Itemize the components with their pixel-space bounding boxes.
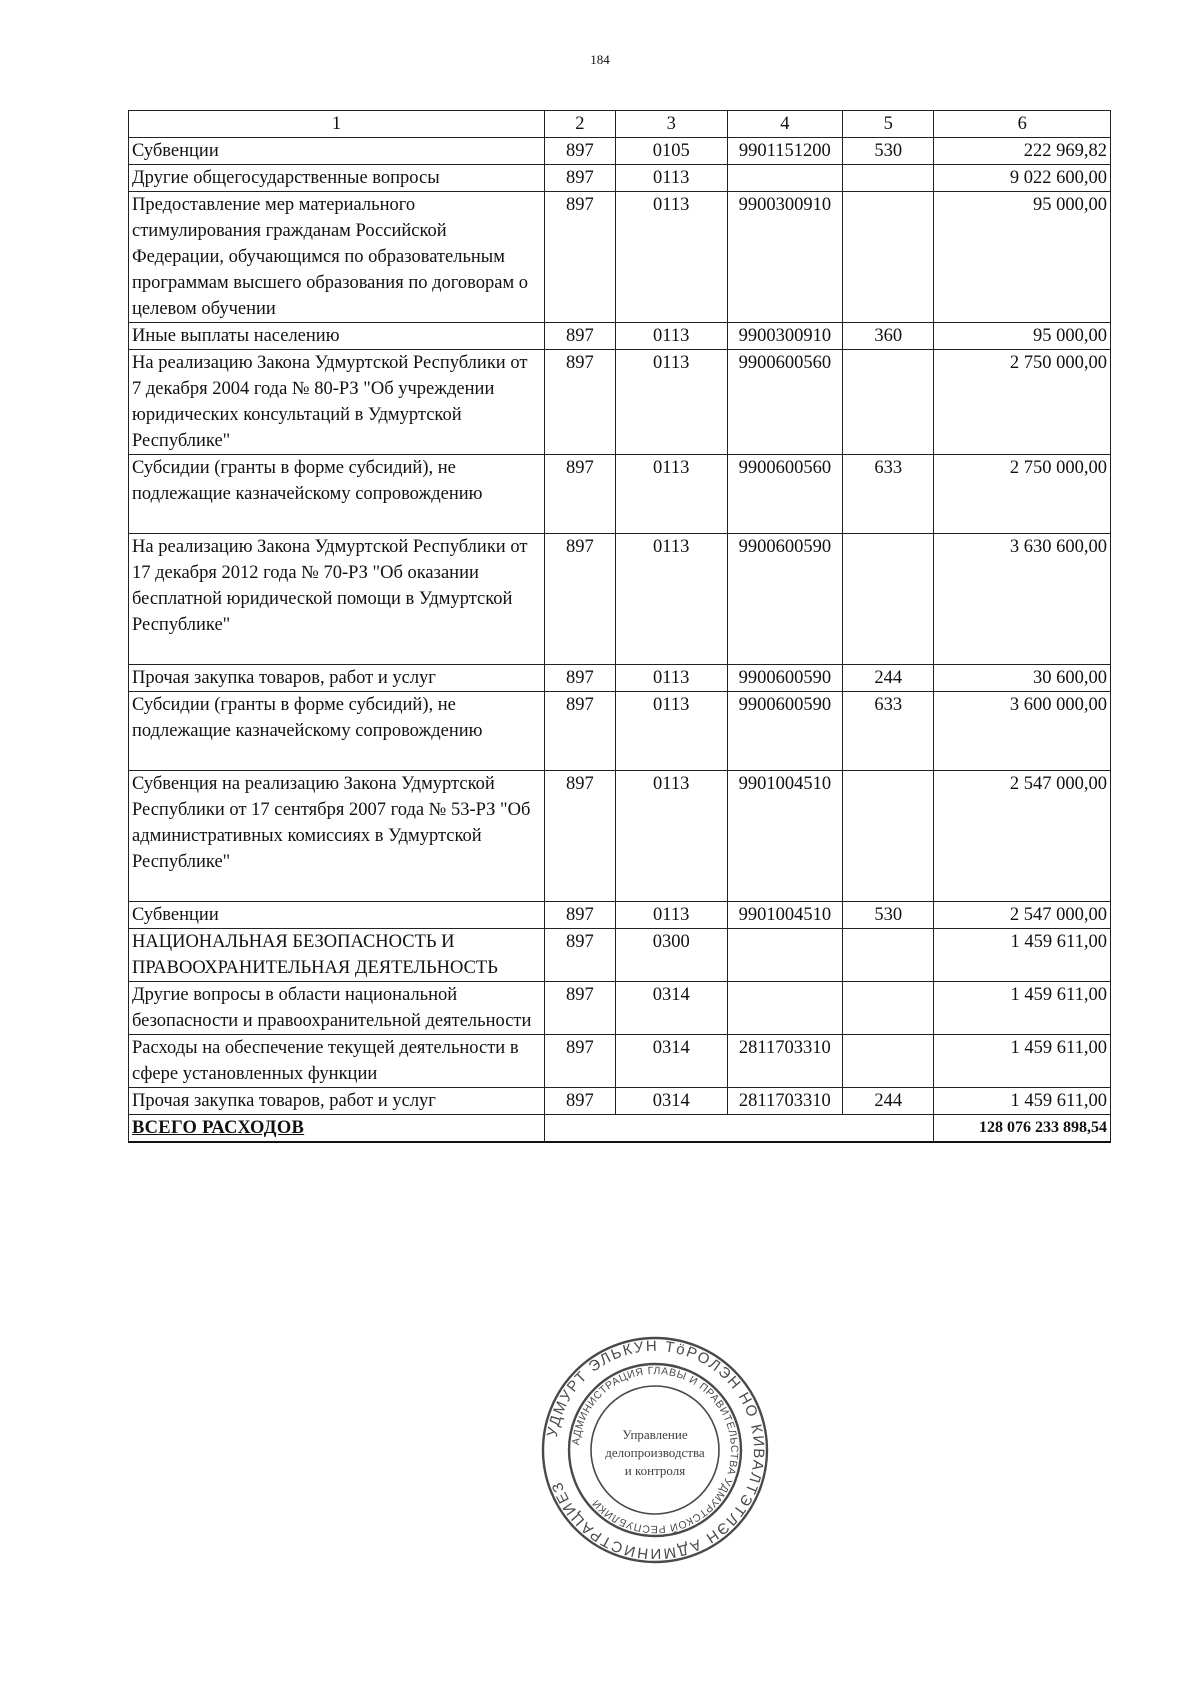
total-amount: 128 076 233 898,54 [934, 1115, 1111, 1143]
header-cell: 5 [843, 111, 934, 138]
row-name: Прочая закупка товаров, работ и услуг [129, 1088, 545, 1115]
row-target-code: 9900300910 [727, 192, 843, 323]
row-section-code: 0113 [615, 192, 727, 323]
expenditure-table [128, 110, 1111, 1143]
header-cell: 1 [129, 111, 545, 138]
row-amount: 1 459 611,00 [934, 929, 1111, 982]
seal-center-line: делопроизводства [605, 1445, 705, 1460]
row-expense-type [843, 1035, 934, 1088]
row-name: Субсидии (гранты в форме субсидий), не подлежащие казначейскому сопровождению [129, 455, 545, 534]
row-section-code: 0113 [615, 323, 727, 350]
row-amount: 1 459 611,00 [934, 982, 1111, 1035]
row-expense-type [843, 350, 934, 455]
row-target-code: 2811703310 [727, 1088, 843, 1115]
row-grbs-code: 897 [544, 165, 615, 192]
row-amount: 3 600 000,00 [934, 692, 1111, 771]
table-row [129, 455, 1111, 534]
table-row [129, 692, 1111, 771]
row-target-code: 9901151200 [727, 138, 843, 165]
row-section-code: 0314 [615, 1088, 727, 1115]
row-section-code: 0113 [615, 902, 727, 929]
empty-cell [544, 1115, 615, 1143]
header-cell: 3 [615, 111, 727, 138]
seal-center-line: Управление [622, 1427, 688, 1442]
row-expense-type [843, 929, 934, 982]
row-target-code: 9900600590 [727, 665, 843, 692]
seal-middle-text: АДМИНИСТРАЦИЯ ГЛАВЫ И ПРАВИТЕЛЬСТВА УДМУРТСКОЙ РЕСПУБЛИКИ [570, 1364, 741, 1536]
row-amount: 9 022 600,00 [934, 165, 1111, 192]
row-section-code: 0300 [615, 929, 727, 982]
row-amount: 95 000,00 [934, 323, 1111, 350]
row-expense-type: 360 [843, 323, 934, 350]
row-expense-type [843, 534, 934, 665]
table-row [129, 350, 1111, 455]
row-target-code: 9900300910 [727, 323, 843, 350]
row-grbs-code: 897 [544, 1035, 615, 1088]
row-section-code: 0113 [615, 534, 727, 665]
row-grbs-code: 897 [544, 350, 615, 455]
row-grbs-code: 897 [544, 665, 615, 692]
total-label: ВСЕГО РАСХОДОВ [129, 1115, 545, 1143]
header-cell: 4 [727, 111, 843, 138]
seal-outer-text: УДМУРТ ЭЛЬКУН ТӧРОЛЭН НО КИВАЛТЭТЛЭН АДМИНИСТРАЦИЕЗ [543, 1337, 768, 1563]
official-seal-stamp [540, 1335, 770, 1565]
row-grbs-code: 897 [544, 1088, 615, 1115]
empty-cell [615, 1115, 727, 1143]
row-section-code: 0113 [615, 665, 727, 692]
row-amount: 1 459 611,00 [934, 1088, 1111, 1115]
row-name: Другие общегосударственные вопросы [129, 165, 545, 192]
table-row [129, 138, 1111, 165]
row-section-code: 0314 [615, 982, 727, 1035]
table-row [129, 1035, 1111, 1088]
row-target-code: 9900600560 [727, 455, 843, 534]
empty-cell [727, 1115, 843, 1143]
row-grbs-code: 897 [544, 982, 615, 1035]
row-amount: 3 630 600,00 [934, 534, 1111, 665]
row-name: Иные выплаты населению [129, 323, 545, 350]
header-cell: 6 [934, 111, 1111, 138]
row-amount: 30 600,00 [934, 665, 1111, 692]
page-number: 184 [590, 52, 610, 67]
row-grbs-code: 897 [544, 192, 615, 323]
row-name: Субвенции [129, 138, 545, 165]
row-name: Субвенция на реализацию Закона Удмуртской Республики от 17 сентября 2007 года № 53-РЗ "Об административных комиссиях в Удмуртской Республике" [129, 771, 545, 902]
row-section-code: 0113 [615, 771, 727, 902]
row-grbs-code: 897 [544, 534, 615, 665]
row-expense-type: 244 [843, 1088, 934, 1115]
table-row [129, 534, 1111, 665]
row-expense-type [843, 982, 934, 1035]
row-name: Другие вопросы в области национальной безопасности и правоохранительной деятельности [129, 982, 545, 1035]
row-target-code [727, 982, 843, 1035]
seal-center-line: и контроля [624, 1463, 686, 1478]
table-row [129, 192, 1111, 323]
row-expense-type [843, 192, 934, 323]
row-target-code: 9900600590 [727, 534, 843, 665]
row-amount: 2 750 000,00 [934, 350, 1111, 455]
row-amount: 2 547 000,00 [934, 771, 1111, 902]
row-section-code: 0113 [615, 350, 727, 455]
row-name: На реализацию Закона Удмуртской Республики от 7 декабря 2004 года № 80-РЗ "Об учреждении юридических консультаций в Удмуртской Республике" [129, 350, 545, 455]
table-row [129, 323, 1111, 350]
row-target-code: 9901004510 [727, 902, 843, 929]
row-amount: 222 969,82 [934, 138, 1111, 165]
row-name: Субсидии (гранты в форме субсидий), не подлежащие казначейскому сопровождению [129, 692, 545, 771]
row-grbs-code: 897 [544, 692, 615, 771]
row-expense-type: 633 [843, 455, 934, 534]
header-cell: 2 [544, 111, 615, 138]
row-section-code: 0105 [615, 138, 727, 165]
empty-cell [843, 1115, 934, 1143]
table-row [129, 771, 1111, 902]
table-row [129, 1088, 1111, 1115]
table-row [129, 665, 1111, 692]
row-grbs-code: 897 [544, 323, 615, 350]
row-expense-type: 530 [843, 902, 934, 929]
row-target-code: 9900600590 [727, 692, 843, 771]
row-section-code: 0113 [615, 692, 727, 771]
row-expense-type: 530 [843, 138, 934, 165]
row-grbs-code: 897 [544, 138, 615, 165]
row-grbs-code: 897 [544, 929, 615, 982]
row-section-code: 0113 [615, 455, 727, 534]
row-amount: 2 750 000,00 [934, 455, 1111, 534]
row-expense-type [843, 771, 934, 902]
row-name: Прочая закупка товаров, работ и услуг [129, 665, 545, 692]
row-target-code [727, 165, 843, 192]
table-row [129, 982, 1111, 1035]
row-expense-type: 244 [843, 665, 934, 692]
row-amount: 95 000,00 [934, 192, 1111, 323]
table-body [129, 138, 1111, 1115]
table-row [129, 902, 1111, 929]
row-name: Субвенции [129, 902, 545, 929]
table-row [129, 929, 1111, 982]
row-expense-type [843, 165, 934, 192]
table-row [129, 165, 1111, 192]
row-target-code: 9900600560 [727, 350, 843, 455]
row-name: НАЦИОНАЛЬНАЯ БЕЗОПАСНОСТЬ И ПРАВООХРАНИТЕЛЬНАЯ ДЕЯТЕЛЬНОСТЬ [129, 929, 545, 982]
total-row [129, 1115, 1111, 1143]
row-grbs-code: 897 [544, 902, 615, 929]
row-expense-type: 633 [843, 692, 934, 771]
row-target-code: 2811703310 [727, 1035, 843, 1088]
row-name: На реализацию Закона Удмуртской Республики от 17 декабря 2012 года № 70-РЗ "Об оказании бесплатной юридической помощи в Удмуртской Республике" [129, 534, 545, 665]
row-amount: 1 459 611,00 [934, 1035, 1111, 1088]
row-section-code: 0314 [615, 1035, 727, 1088]
row-name: Предоставление мер материального стимулирования гражданам Российской Федерации, обучающимся по образовательным программам высшего образования по договорам о целевом обучении [129, 192, 545, 323]
row-name: Расходы на обеспечение текущей деятельности в сфере установленных функции [129, 1035, 545, 1088]
row-target-code [727, 929, 843, 982]
row-section-code: 0113 [615, 165, 727, 192]
row-grbs-code: 897 [544, 455, 615, 534]
row-grbs-code: 897 [544, 771, 615, 902]
row-target-code: 9901004510 [727, 771, 843, 902]
row-amount: 2 547 000,00 [934, 902, 1111, 929]
header-row [129, 111, 1111, 138]
